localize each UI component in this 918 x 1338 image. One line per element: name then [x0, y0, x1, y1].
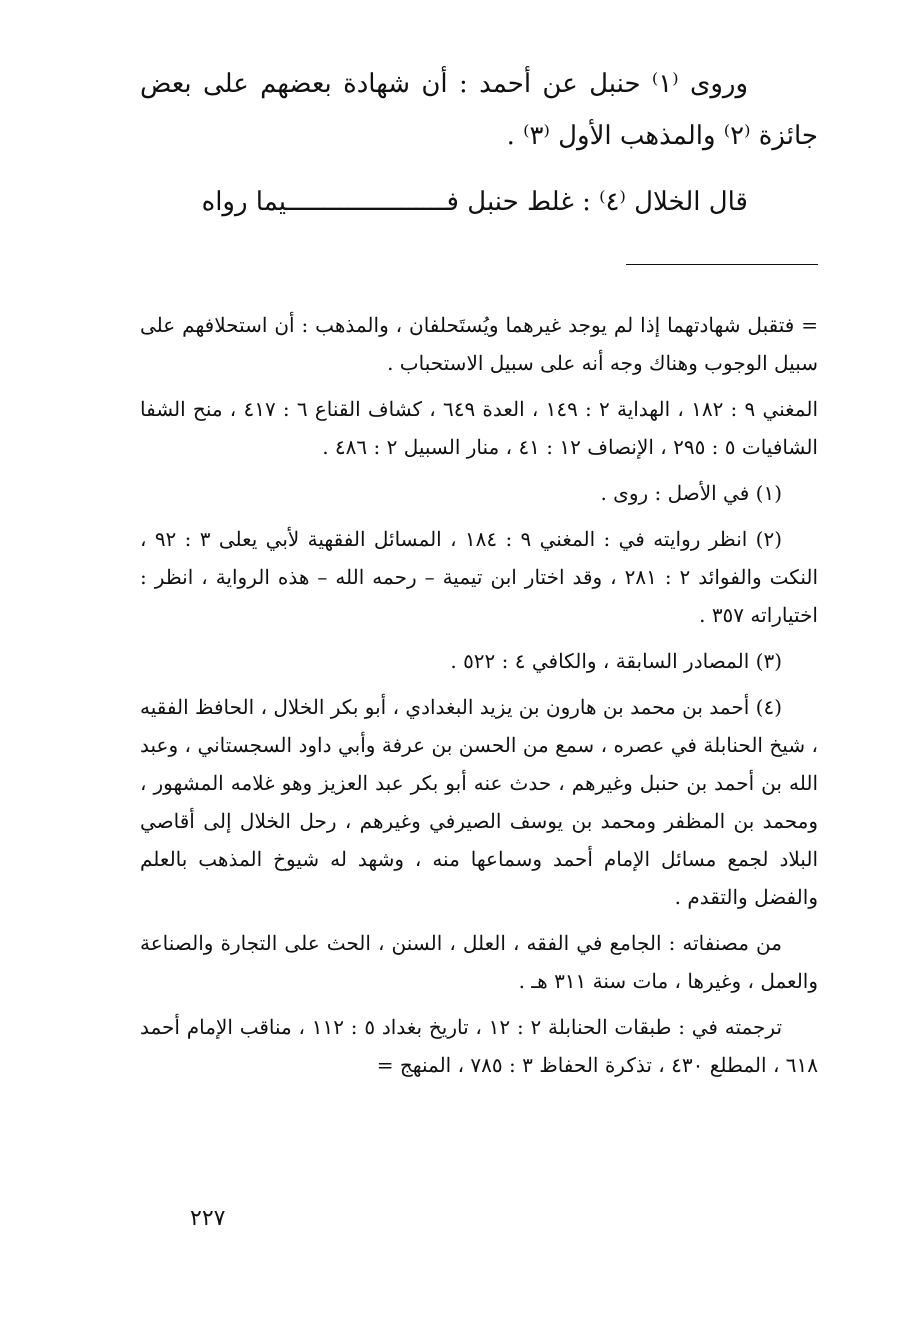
footnote-4-bio: (٤) أحمد بن محمد بن هارون بن يزيد البغدادي ، أبو بكر الخلال ، الحافظ الفقيه ، شيخ الحنابلة في عصره ، سمع من الحسن بن عرفة وأبي داود السجستاني ، وعبد الله بن أحمد بن حنبل وغيرهم ، حدث عنه أبو بكر عبد العزيز وهو غلامه المشهور ، ومحمد بن المظفر ومحمد بن يوسف الصيرفي وغيرهم ، رحل الخلال إلى أقاصي البلاد لجمع مسائل الإمام أحمد وسماعها منه ، وشهد له شيوخ المذهب بالعلم والفضل والتقدم .: [140, 695, 818, 909]
page-number: ٢٢٧: [190, 1206, 226, 1231]
footnote-3: (٣) المصادر السابقة ، والكافي ٤ : ٥٢٢ .: [450, 649, 782, 673]
footnote-divider: [626, 264, 818, 265]
footnote-4-works: من مصنفاته : الجامع في الفقه ، العلل ، السنن ، الحث على التجارة والصناعة والعمل ، وغيرها ، مات سنة ٣١١ هـ .: [140, 931, 818, 993]
footnote-continuation-1: = فتقبل شهادتهما إذا لم يوجد غيرهما ويُستَحلفان ، والمذهب : أن استحلافهم على سبيل الوجوب وهناك وجه أنه على سبيل الاستحباب .: [140, 313, 818, 375]
footnote-4-sources: ترجمته في : طبقات الحنابلة ٢ : ١٢ ، تاريخ بغداد ٥ : ١١٢ ، مناقب الإمام أحمد ٦١٨ ، المطلع ٤٣٠ ، تذكرة الحفاظ ٣ : ٧٨٥ ، المنهج =: [140, 1015, 818, 1077]
main-text: [140, 58, 818, 228]
footnote-continuation-2: المغني ٩ : ١٨٢ ، الهداية ٢ : ١٤٩ ، العدة ٦٤٩ ، كشاف القناع ٦ : ٤١٧ ، منح الشفا الشافيات ٥ : ٢٩٥ ، الإنصاف ١٢ : ٤١ ، منار السبيل ٢ : ٤٨٦ .: [140, 397, 819, 459]
footnote-2: (٢) انظر روايته في : المغني ٩ : ١٨٤ ، المسائل الفقهية لأبي يعلى ٣ : ٩٢ ، النكت والفوائد ٢ : ٢٨١ ، وقد اختار ابن تيمية – رحمه الله – هذه الرواية ، انظر : اختياراته ٣٥٧ .: [140, 527, 818, 627]
footnote-1: (١) في الأصل : روى .: [600, 481, 782, 505]
main-paragraph-1: وروى ⁽١⁾ حنبل عن أحمد : أن شهادة بعضهم على بعض جائزة ⁽٢⁾ والمذهب الأول ⁽٣⁾ .: [140, 69, 818, 151]
footnotes: [140, 306, 818, 1092]
main-paragraph-2: قال الخلال ⁽٤⁾ : غلط حنبل فـــــــــــــــــــــيما رواه: [201, 187, 748, 217]
